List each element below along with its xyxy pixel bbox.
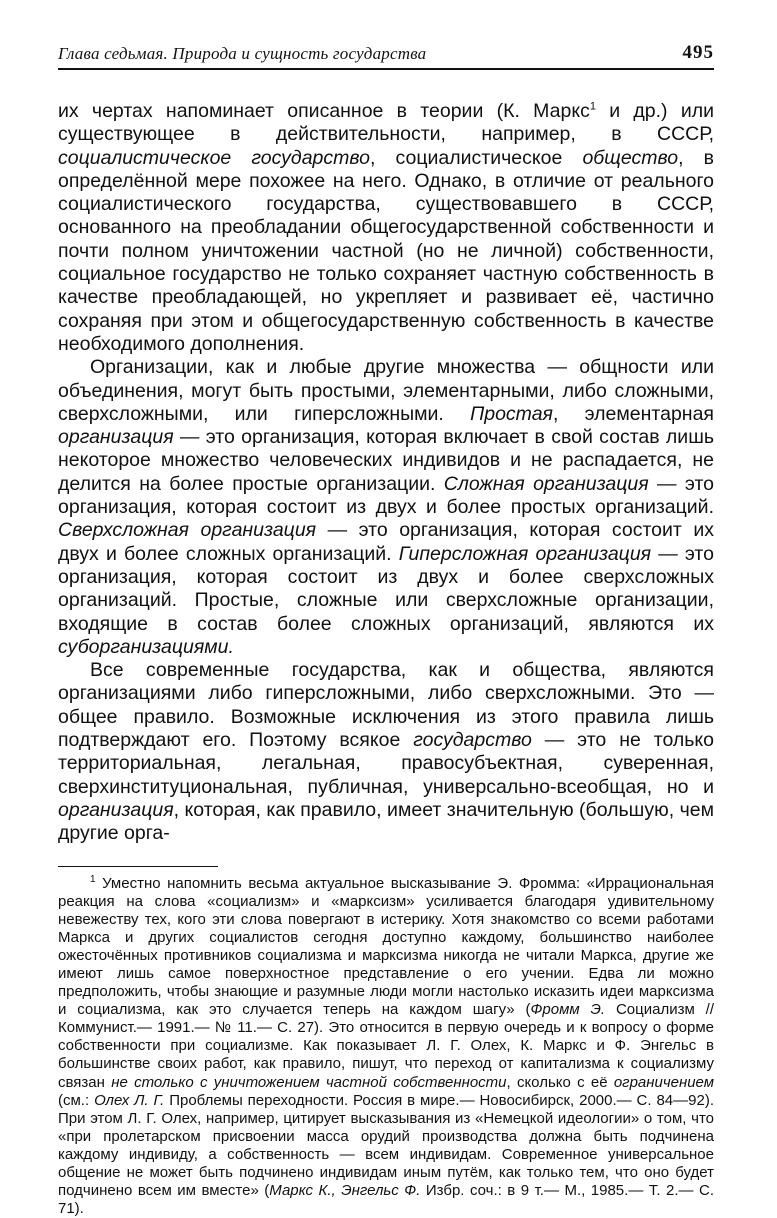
emphasized-term: государство: [413, 729, 532, 751]
paragraph-2: [58, 356, 714, 659]
text-run: их чертах напоминает описанное в теории (К. Маркс: [58, 100, 590, 122]
emphasized-term: организация: [58, 799, 174, 821]
running-header: [58, 42, 714, 70]
text-run: Уместно напомнить весьма актуальное высказывание Э. Фромма: «Иррациональная реакция на слова «социализм» и «марксизм» усиливается благодаря удивительному невежеству тех, кого эти слова повергают в истерику. Хотя знакомство со всеми работами Маркса и других социалистов сегодня доступно каждому, большинство наиболее ожесточённых противников социализма и марксизма никогда не читали Маркса, другие же имеют лишь самое поверхностное представление о его учении. Едва ли можно предположить, чтобы знающие и разумные люди могли настолько исказить идеи марксизма и социализма, как это случается теперь на каждом шагу» (: [58, 875, 714, 1019]
document-page: [58, 42, 714, 1218]
text-run: Социализм // Коммунист.— 1991.— № 11.— С. 27). Это относится в первую очередь и к вопросу о форме собственности при социализме. Как показывает Л. Г. Олех, К. Маркс и Ф. Энгельс в большинстве своих работ, как правило, пишут, что переход от капитализма к социализму связан: [58, 1001, 714, 1090]
text-run: — это организация, которая состоит из двух и более сверхсложных организаций. Простые, сложные или сверхсложные организации, входящие в состав более сложных организаций, являются их: [58, 543, 714, 635]
emphasized-term: Маркс К., Энгельс Ф.: [269, 1182, 420, 1199]
emphasized-term: общество: [582, 147, 678, 169]
body-text: [58, 100, 714, 846]
paragraph-3: [58, 659, 714, 845]
emphasized-term: Сложная организация: [444, 473, 649, 495]
text-run: — это организация, которая включает в свой состав лишь некоторое множество человеческих индивидов и не распадается, не делится на более простые организации.: [58, 426, 714, 495]
footnotes: [58, 875, 714, 1218]
footnote-marker: 1: [90, 874, 96, 885]
text-run: , социалистическое: [370, 147, 582, 169]
text-run: Проблемы переходности. Россия в мире.— Новосибирск, 2000.— С. 84—92). При этом Л. Г. Олех, например, цитирует высказывания из «Немецкой идеологии» о том, что «при пролетарском присвоении масса орудий производства должна быть подчинена каждому индивиду, а собственность — всем индивидам. Современное универсальное общение не может быть подчинено индивидам иным путём, как только тем, что оно будет подчинено всем им вместе» (: [58, 1092, 714, 1199]
text-run: — это организация, которая состоит из двух и более простых организаций.: [58, 473, 714, 518]
emphasized-term: не столько с уничтожением частной собственности: [111, 1074, 506, 1091]
emphasized-term: Олех Л. Г.: [94, 1092, 164, 1109]
emphasized-term: Фромм Э.: [530, 1001, 605, 1018]
text-run: , сколько с её: [507, 1074, 614, 1091]
emphasized-term: социалистическое государство: [58, 147, 370, 169]
emphasized-term: организация: [58, 426, 174, 448]
emphasized-term: Простая: [470, 403, 553, 425]
text-run: Избр. соч.: в 9 т.— М., 1985.— Т. 2.— С. 71).: [58, 1182, 714, 1217]
text-run: — это не только территориальная, легальная, правосубъектная, суверенная, сверхинституциональная, публичная, универсально-всеобщая, но и: [58, 729, 714, 798]
text-run: Организации, как и любые другие множества — общности или объединения, могут быть простыми, элементарными, либо сложными, сверхсложными, или гиперсложными.: [58, 356, 714, 425]
footnote-separator: [58, 866, 218, 867]
text-run: , в определённой мере похожее на него. Однако, в отличие от реального социалистического государства, существовавшего в СССР, основанного на преобладании общегосударственной собственности и почти полном уничтожении частной (но не личной) собственности, социальное государство не только сохраняет частную собственность в качестве преобладающей, но укрепляет и развивает её, частично сохраняя при этом и общегосударственную собственность в качестве необходимого дополнения.: [58, 147, 714, 355]
paragraph-1: [58, 100, 714, 356]
text-run: — это организация, которая состоит их двух и более сложных организаций.: [58, 519, 714, 564]
footnote-1: [58, 875, 714, 1218]
emphasized-term: суборганизациями.: [58, 636, 234, 658]
text-run: Все современные государства, как и общества, являются организациями либо гиперсложными, либо сверхсложными. Это — общее правило. Возможные исключения из этого правила лишь подтверждают его. Поэтому всякое: [58, 659, 714, 751]
chapter-title: Глава седьмая. Природа и сущность государства: [58, 44, 426, 64]
emphasized-term: Гиперсложная организация: [399, 543, 651, 565]
footnote-marker: 1: [590, 101, 596, 113]
text-run: , элементарная: [553, 403, 714, 425]
emphasized-term: Сверхсложная организация: [58, 519, 316, 541]
text-run: и др.) или существующее в действительности, например, в СССР,: [58, 100, 714, 145]
text-run: (см.:: [58, 1092, 94, 1109]
text-run: , которая, как правило, имеет значительную (большую, чем другие орга-: [58, 799, 714, 844]
page-number: 495: [683, 42, 715, 64]
emphasized-term: ограничением: [614, 1074, 714, 1091]
